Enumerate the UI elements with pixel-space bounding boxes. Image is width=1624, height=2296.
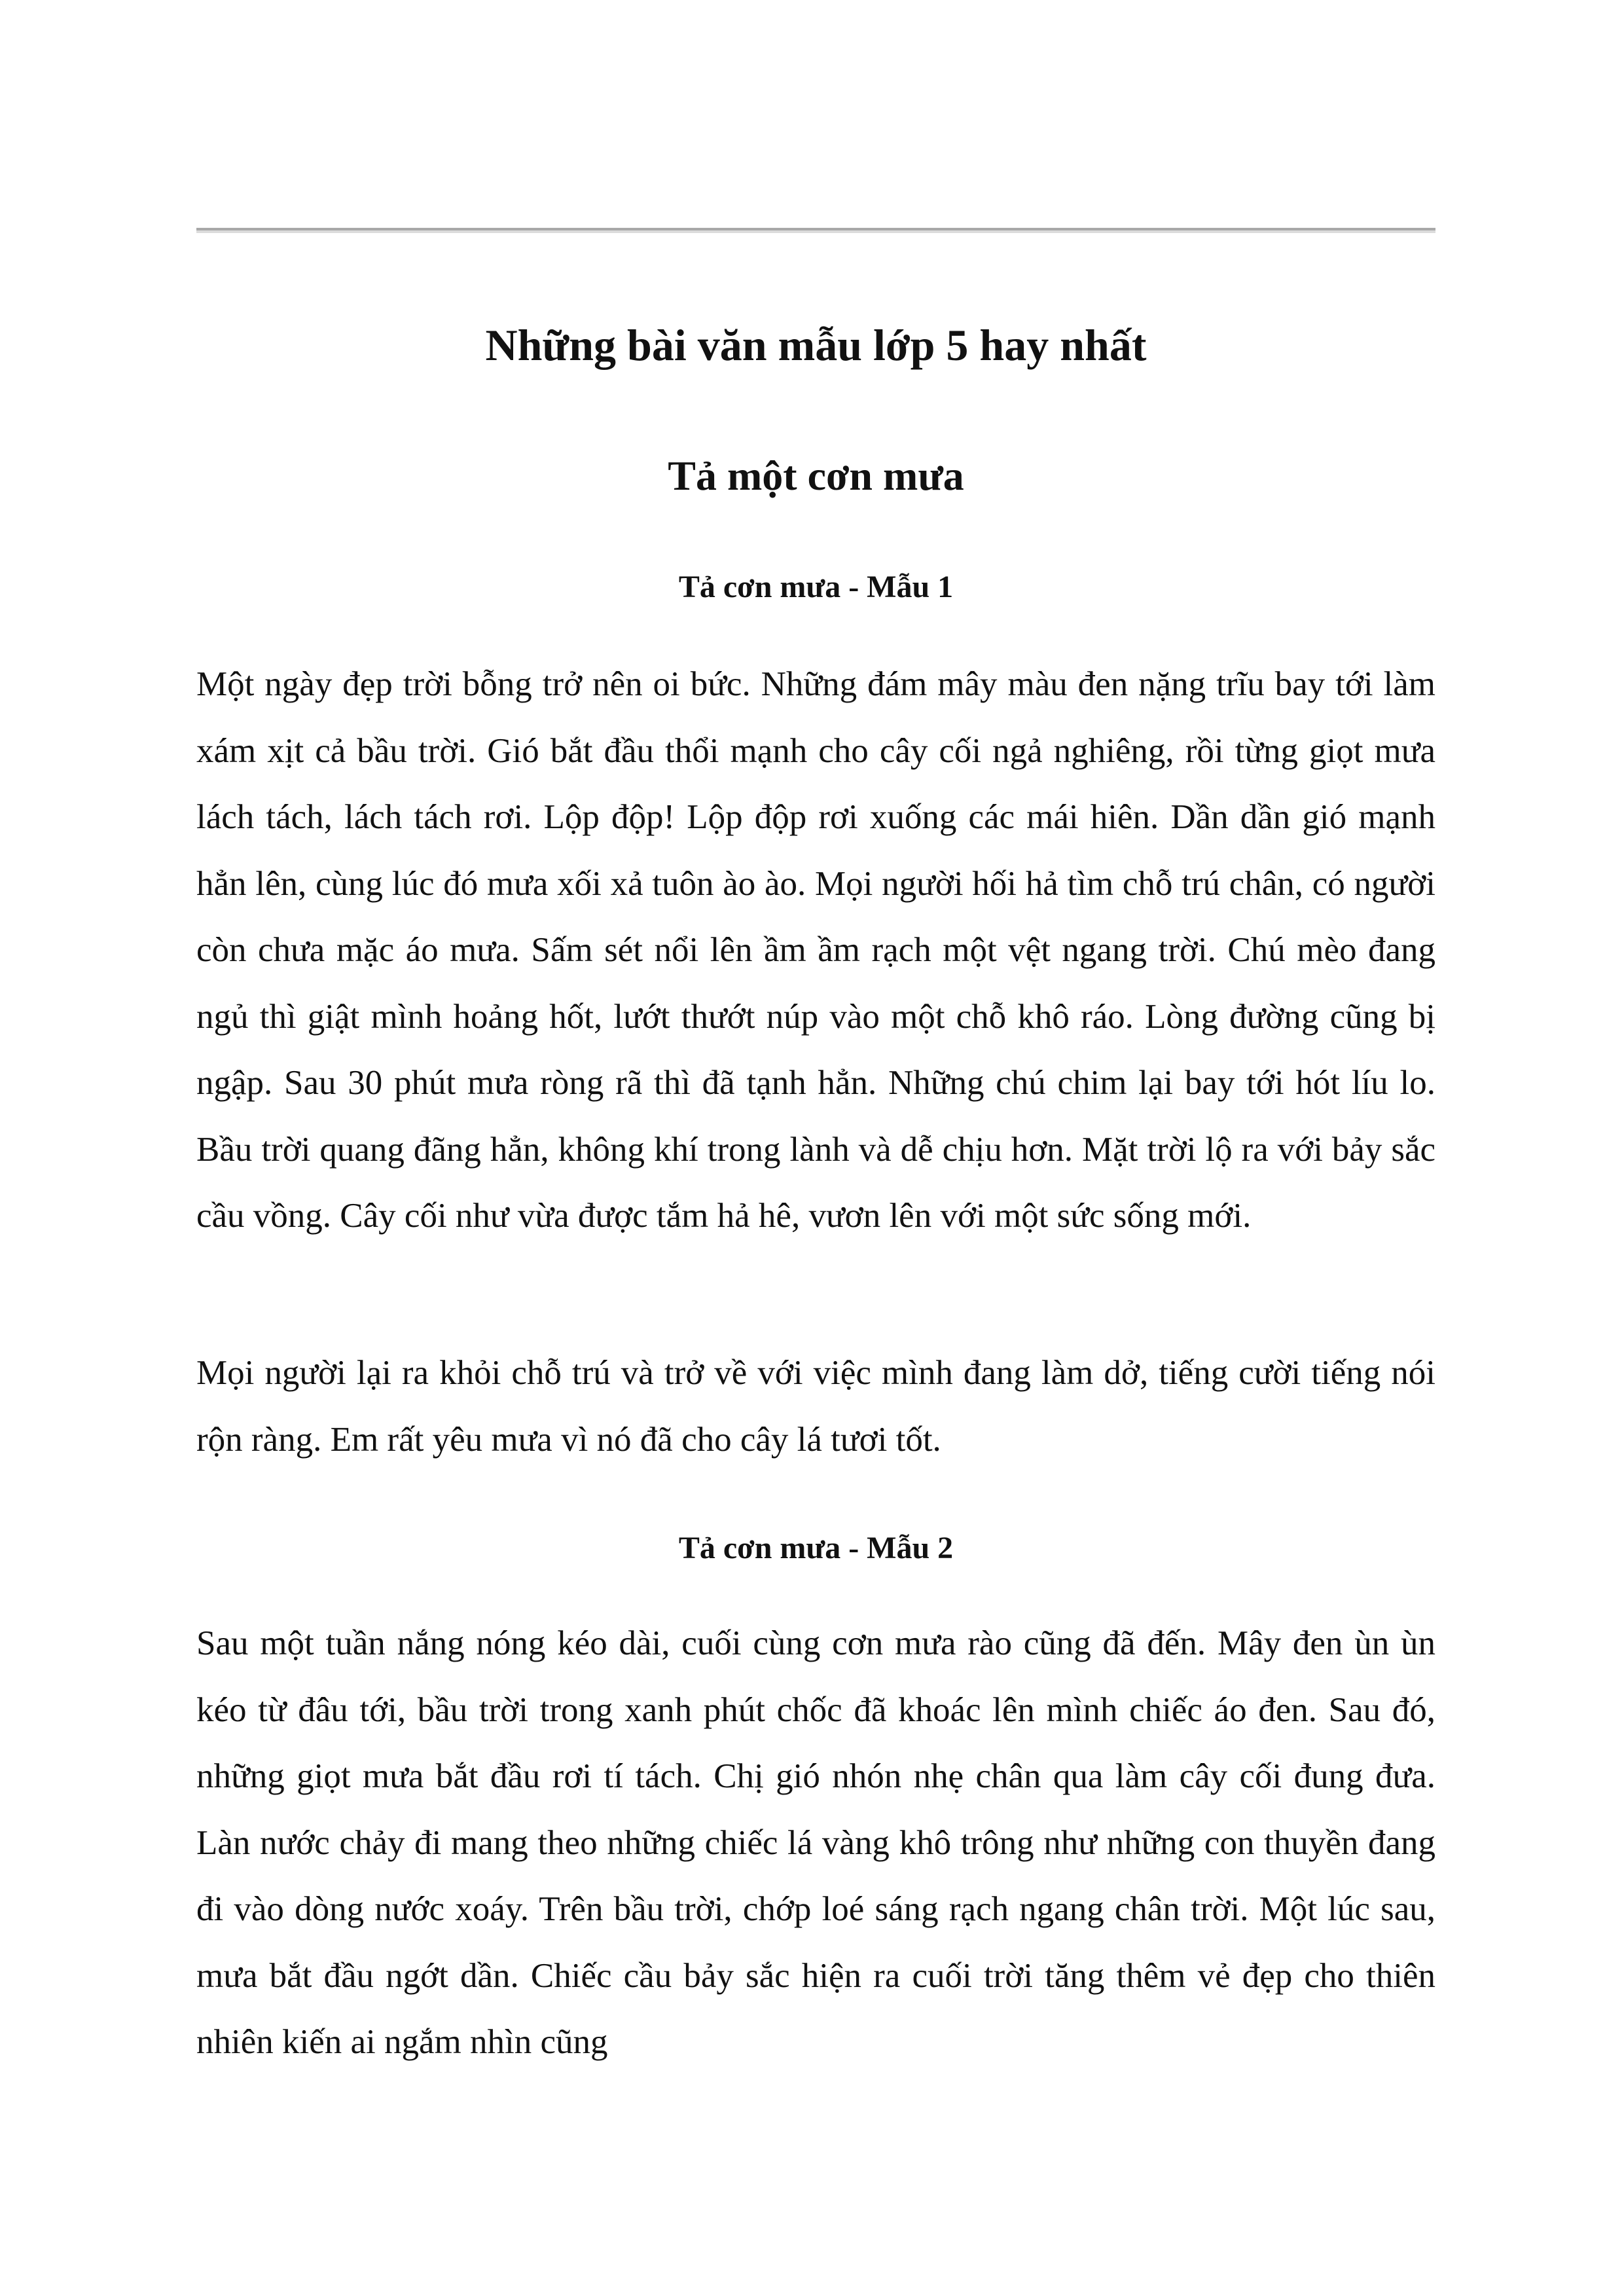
section-1-paragraph-1: Một ngày đẹp trời bỗng trở nên oi bức. Những đám mây màu đen nặng trĩu bay tới làm xám xịt cả bầu trời. Gió bắt đầu thổi mạnh cho cây cối ngả nghiêng, rồi từng giọt mưa lách tách, lách tách rơi. Lộp độp! Lộp độp rơi xuống các mái hiên. Dần dần gió mạnh hẳn lên, cùng lúc đó mưa xối xả tuôn ào ào. Mọi người hối hả tìm chỗ trú chân, có người còn chưa mặc áo mưa. Sấm sét nổi lên ầm ầm rạch một vệt ngang trời. Chú mèo đang ngủ thì giật mình hoảng hốt, lướt thướt núp vào một chỗ khô ráo. Lòng đường cũng bị ngập. Sau 30 phút mưa ròng rã thì đã tạnh hẳn. Những chú chim lại bay tới hót líu lo. Bầu trời quang đãng hẳn, không khí trong lành và dễ chịu hơn. Mặt trời lộ ra với bảy sắc cầu vồng. Cây cối như vừa được tắm hả hê, vươn lên với một sức sống mới. — [196, 665, 1435, 1235]
document-title: Những bài văn mẫu lớp 5 hay nhất — [485, 320, 1147, 370]
section-2-paragraph-1: Sau một tuần nắng nóng kéo dài, cuối cùng cơn mưa rào cũng đã đến. Mây đen ùn ùn kéo từ đâu tới, bầu trời trong xanh phút chốc đã khoác lên mình chiếc áo đen. Sau đó, những giọt mưa bắt đầu rơi tí tách. Chị gió nhón nhẹ chân qua làm cây cối đung đưa. Làn nước chảy đi mang theo những chiếc lá vàng khô trông như những con thuyền đang đi vào dòng nước xoáy. Trên bầu trời, chớp loé sáng rạch ngang chân trời. Một lúc sau, mưa bắt đầu ngớt dần. Chiếc cầu bảy sắc hiện ra cuối trời tăng thêm vẻ đẹp cho thiên nhiên kiến ai ngắm nhìn cũng — [196, 1624, 1435, 2061]
section-heading-2: Tả cơn mưa - Mẫu 2 — [678, 1531, 954, 1565]
document-subtitle: Tả một cơn mưa — [668, 452, 964, 499]
section-heading-1: Tả cơn mưa - Mẫu 1 — [678, 570, 954, 604]
header-divider — [196, 228, 1435, 233]
section-1-paragraph-2: Mọi người lại ra khỏi chỗ trú và trở về với việc mình đang làm dở, tiếng cười tiếng nói rộn ràng. Em rất yêu mưa vì nó đã cho cây lá tươi tốt. — [196, 1354, 1435, 1459]
